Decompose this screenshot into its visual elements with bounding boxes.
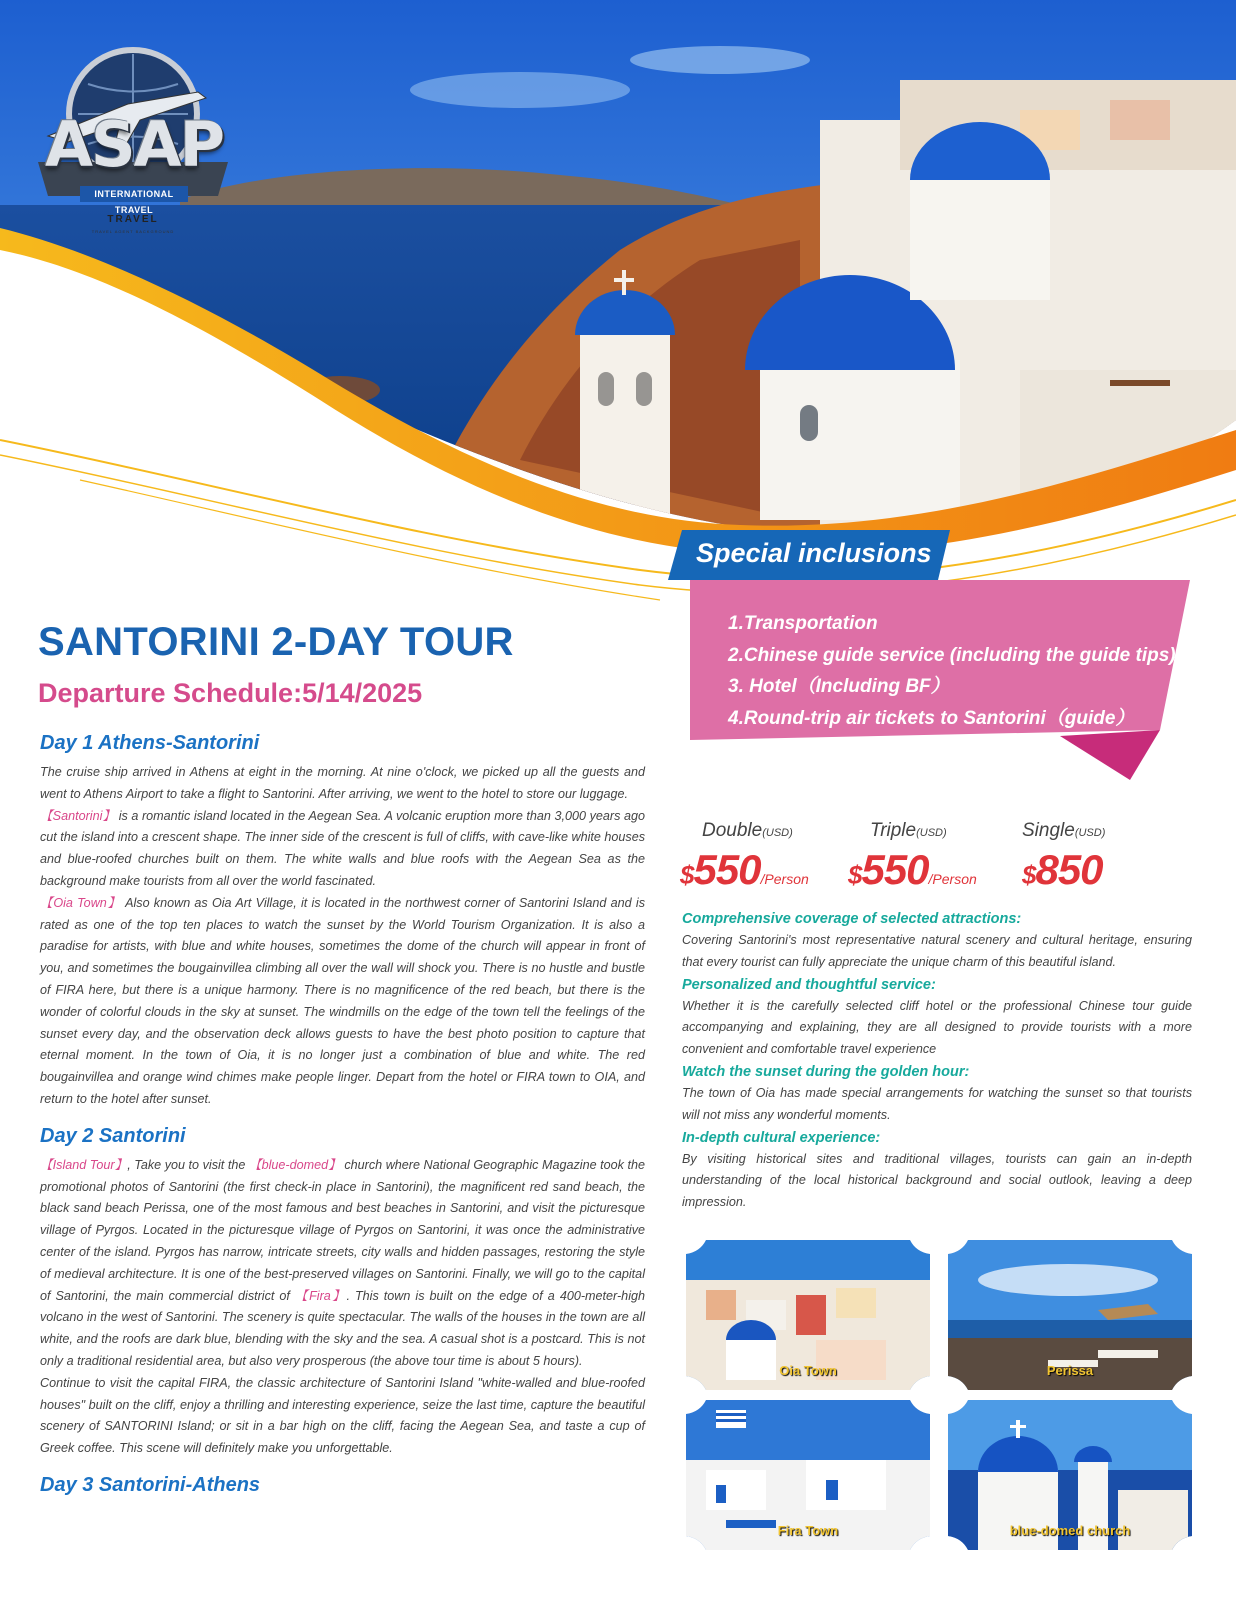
logo-wordmark: ASAP <box>44 108 224 181</box>
gallery-photo-fira <box>686 1400 930 1550</box>
price-single <box>1022 820 1105 894</box>
feature-text: By visiting historical sites and traditional villages, tourists can gain an in-depth understanding of the local historical background and social outlook, leaving a deep impression. <box>682 1151 1192 1210</box>
price-double <box>680 820 809 894</box>
inclusion-item: 2.Chinese guide service (including the guide tips) <box>728 644 1176 666</box>
price-value <box>848 846 977 894</box>
inclusion-item: 1.Transportation <box>728 613 878 634</box>
price-value <box>680 846 809 894</box>
feature-text: The town of Oia has made special arrangements for watching the sunset so that tourists will not miss any wonderful moments. <box>682 1085 1192 1122</box>
price-currency: $ <box>680 860 694 890</box>
day1-intro: The cruise ship arrived in Athens at eight in the morning. At nine o'clock, we picked up all the guests and went to Athens Airport to take a flight to Santorini. After arriving, we went to the hotel to store our luggage. <box>40 765 645 801</box>
price-type <box>1022 820 1105 842</box>
day1-santorini-paragraph <box>40 806 645 893</box>
inclusion-item: 4.Round-trip air tickets to Santorini（guide） <box>728 707 1135 729</box>
price-type-label: Single <box>1022 820 1075 841</box>
gallery-photo-oia <box>686 1240 930 1390</box>
highlight-fira: 【Fira】 <box>294 1288 347 1303</box>
highlight-oia-town: 【Oia Town】 <box>40 895 121 910</box>
highlight-blue-domed: 【blue-domed】 <box>248 1157 341 1172</box>
day2-text-b: church where National Geographic Magazine took the promotional photos of Santorini (the first check-in place in Santorini), the magnificent red sand beach, the black sand beach Perissa, one of the most famous and best beaches in Santorini, and visit the picturesque village of Pyrgos. Located in the picturesque village of Pyrgos on Santorini, it was once the administrative center of the island. Pyrgos has narrow, intricate streets, city walls and hidden passages, restoring the style of medieval architecture. It is one of the best-preserved villages on Santorini. Finally, we will go to the capital of Santorini, the main commercial district of <box>40 1157 646 1303</box>
inclusion-item: 3. Hotel（Including BF） <box>728 676 950 697</box>
page-title: SANTORINI 2-DAY TOUR <box>38 620 514 664</box>
gallery-caption: blue-domed church <box>1009 1523 1131 1538</box>
departure-schedule: Departure Schedule:5/14/2025 <box>38 678 423 708</box>
highlight-island-tour: 【Island Tour】 <box>40 1157 128 1172</box>
itinerary-column <box>40 730 645 1504</box>
price-type-label: Triple <box>870 820 917 841</box>
price-value <box>1022 846 1105 894</box>
feature-text: Covering Santorini's most representative natural scenery and cultural heritage, ensuring that every tourist can fully appreciate the unique charm of this beautiful island. <box>682 933 1192 969</box>
price-type-label: Double <box>702 820 763 841</box>
feature-heading: Personalized and thoughtful service: <box>682 976 936 993</box>
inclusions-list <box>728 608 1176 734</box>
price-unit-label: (USD) <box>762 827 793 839</box>
price-type <box>848 820 977 842</box>
day1-oia-paragraph <box>40 893 645 1111</box>
price-per: /Person <box>760 871 809 887</box>
inclusions-title: Special inclusions <box>696 538 932 568</box>
features-list <box>682 908 1192 1214</box>
gallery-caption: Fira Town <box>777 1523 839 1538</box>
logo-tagline: TRAVEL AGENT BACKGROUND <box>91 229 175 234</box>
logo-travel: TRAVEL <box>107 214 159 225</box>
day2-heading: Day 2 Santorini <box>40 1124 186 1147</box>
feature-heading: In-depth cultural experience: <box>682 1129 881 1146</box>
day2-tour-paragraph <box>40 1155 645 1373</box>
day1-heading: Day 1 Athens-Santorini <box>40 732 260 754</box>
gallery-caption: Perissa <box>1046 1363 1094 1378</box>
price-type <box>680 820 809 842</box>
price-unit-label: (USD) <box>1074 827 1106 839</box>
highlight-santorini: 【Santorini】 <box>40 808 116 823</box>
day1-santorini-text: is a romantic island located in the Aegean Sea. A volcanic eruption more than 3,000 years ago cut the island into a crescent shape. The inner side of the crescent is full of cliffs, with cave-like white houses and blue-roofed churches built on them. The white walls and blue roofs with the Aegean Sea as the background make tourists from all over the world fascinated. <box>40 808 645 888</box>
price-triple <box>848 820 977 894</box>
price-amount: 550 <box>861 846 929 893</box>
feature-text: Whether it is the carefully selected cliff hotel or the professional Chinese tour guide accompanying and explaining, they are all designed to provide tourists with a more convenient and comfortable travel experience <box>682 998 1192 1057</box>
price-per: /Person <box>928 871 977 887</box>
price-currency: $ <box>1022 860 1036 890</box>
feature-heading: Comprehensive coverage of selected attractions: <box>682 911 1022 927</box>
company-logo <box>28 44 238 244</box>
hero-banner <box>0 0 1236 640</box>
price-unit-label: (USD) <box>916 827 947 839</box>
day3-heading: Day 3 Santorini-Athens <box>40 1473 261 1496</box>
logo-subtitle: INTERNATIONAL TRAVEL <box>80 186 188 202</box>
gallery-photo-perissa <box>948 1240 1192 1390</box>
feature-heading: Watch the sunset during the golden hour: <box>682 1063 970 1080</box>
day2-text-c: . This town is built on the edge of a 400-meter-high volcano in the west of Santorini. The scenery is quite spectacular. The walls of the houses in the town are all white, and the roofs are dark blue, blending with the sky and the sea. A casual shot is a postcard. This is not only a traditional residential area, but also very prosperous (the above tour time is about 5 hours). <box>40 1288 645 1368</box>
price-currency: $ <box>848 860 862 890</box>
price-amount: 550 <box>693 846 761 893</box>
inclusions-title-tab <box>668 530 950 580</box>
day2-text-a: , Take you to visit the <box>127 1157 249 1172</box>
day1-oia-text: Also known as Oia Art Village, it is located in the northwest corner of Santorini Island and is rated as one of the top ten places to watch the sunset by the World Tourism Organization. It is also a paradise for artists, with blue and white houses, sometimes the dome of the church will appear in front of you, and sometimes the bougainvillea climbing all over the wall will shock you. There is no hustle and bustle of FIRA here, but there is a unique harmony. There is no magnificence of the red beach, but there is the wonder of colorful clouds in the sky at sunset. The windmills on the edge of the town tell the feelings of the sunset every day, and the observation deck allows guests to have the best photo position to capture that eternal moment. In the town of Oia, it is no longer just a combination of blue and white. The red bougainvillea and orange wind chimes make people linger. Depart from the hotel or FIRA town to OIA, and return to the hotel after sunset. <box>40 895 645 1106</box>
gallery-caption: Oia Town <box>779 1363 837 1378</box>
price-amount: 850 <box>1035 846 1103 893</box>
day2-fira-paragraph: Continue to visit the capital FIRA, the classic architecture of Santorini Island "white-walled and blue-roofed houses" built on the cliff, enjoy a thrilling and interesting experience, seize the last time, capture the beautiful scenery of SANTORINI Island; or sit in a bar high on the cliff, facing the Aegean Sea, and taste a cup of Greek coffee. This scene will definitely make you unforgettable. <box>40 1375 645 1456</box>
price-table <box>680 820 1160 893</box>
gallery-photo-church <box>948 1400 1192 1550</box>
